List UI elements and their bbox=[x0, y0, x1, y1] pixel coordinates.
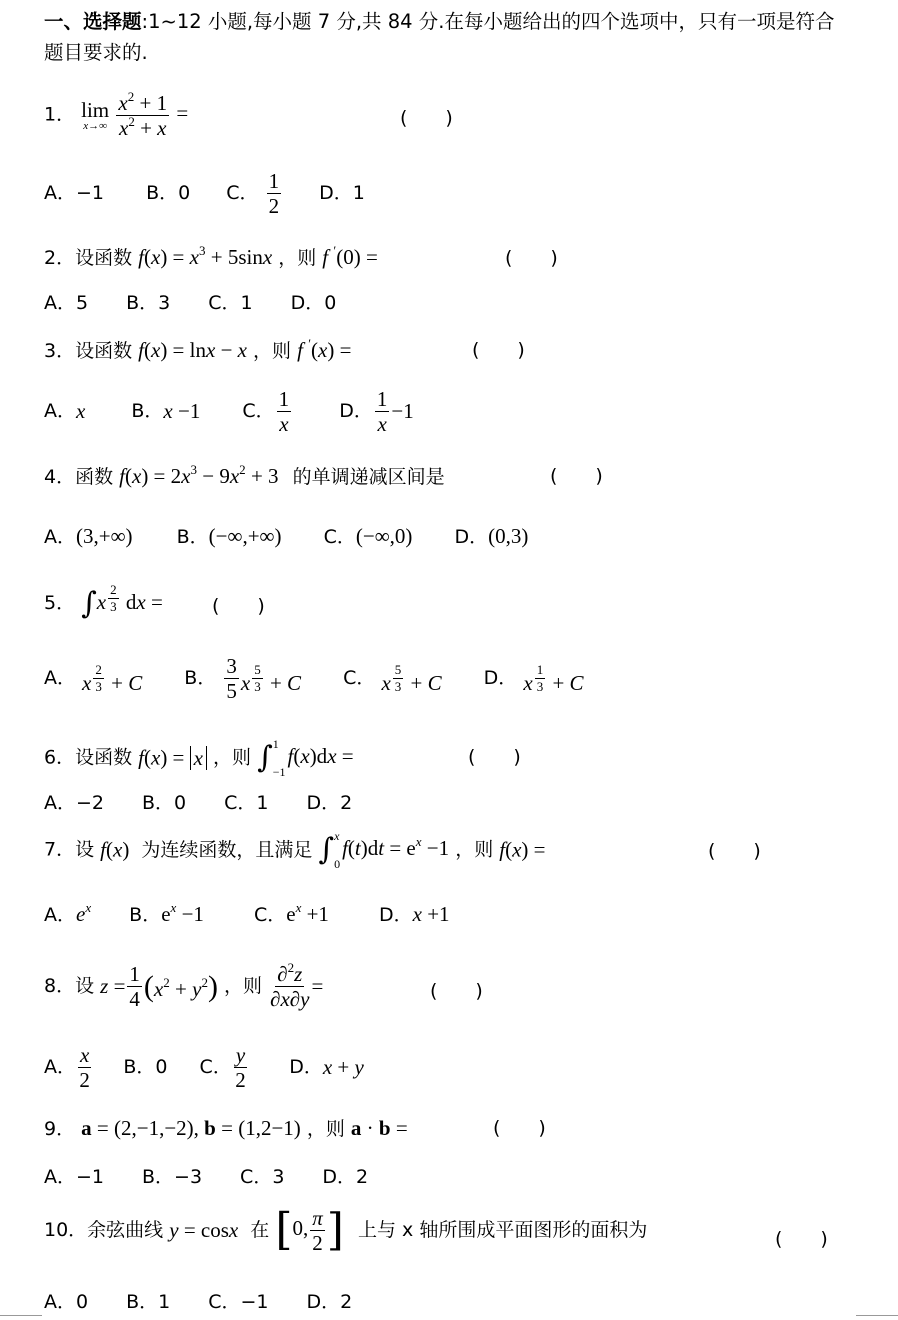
q1-number: 1． bbox=[44, 103, 76, 126]
q10-options: A．0 B．1 C．−1 D．2 bbox=[44, 1291, 353, 1313]
question-8: 8．设 z = $\frac{1}{4}$ $(x^2 + y^2)$ ，则 $\frac{\partial^2z}{\partial x\partial y}$ = bbox=[44, 959, 324, 1012]
q8-answer-bracket: ( ) bbox=[430, 980, 483, 1002]
question-7: 7．设 f(x) 为连续函数，且满足 ∫ x 0 $f(t)dt = e^x -1$ ，则 f(x) = bbox=[44, 829, 546, 871]
q5-answer-bracket: ( ) bbox=[212, 595, 265, 617]
question-2: 2．设函数 $f(x) = x^3 + 5\sin x$ ，则 f ′(0) = bbox=[44, 242, 378, 269]
q10-answer-bracket: ( ) bbox=[775, 1228, 828, 1250]
q9-formula: a = (2,−1,−2), b = (1,2−1) bbox=[81, 1116, 301, 1140]
question-3: 3．设函数 f(x) = lnx − x ，则 f ′(x) = bbox=[44, 335, 352, 362]
q8-options: A． $\frac{x}{2}$ B．0 C． $\frac{y}{2}$ D．x + y bbox=[44, 1043, 364, 1093]
q9-options: A．−1 B．−3 C．3 D．2 bbox=[44, 1166, 369, 1188]
q3-options: A．x B．x −1 C． $\frac{1}{x}$ D． $\frac{1}{x}$ −1 bbox=[44, 387, 414, 437]
q6-options: A．−2 B．0 C．1 D．2 bbox=[44, 792, 353, 814]
q4-options: A．(3,+∞) B．(−∞,+∞) C．(−∞,0) D．(0,3) bbox=[44, 524, 529, 548]
q6-answer-bracket: ( ) bbox=[468, 746, 521, 768]
q10-formula: y = cosx bbox=[169, 1218, 239, 1243]
question-6: 6．设函数 f(x) = x ，则 ∫ 1 −1 f(x)dx = bbox=[44, 737, 354, 779]
q1-options: A．−1 B．0 C． $\frac{1}{2}$ D．1 bbox=[44, 169, 365, 219]
section-header bbox=[44, 12, 834, 32]
q9-answer-bracket: ( ) bbox=[493, 1117, 546, 1139]
q6-formula: f(x) = x bbox=[138, 746, 207, 770]
q3-answer-bracket: ( ) bbox=[472, 339, 525, 361]
q2-answer-bracket: ( ) bbox=[505, 247, 558, 269]
q7-answer-bracket: ( ) bbox=[708, 840, 761, 862]
question-9: 9． a = (2,−1,−2), b = (1,2−1) ，则 a · b = bbox=[44, 1116, 408, 1140]
section-instructions: :1~12 小题,每小题 7 分,共 84 分.在每小题给出的四个选项中，只有一项是符合 bbox=[141, 10, 835, 33]
question-5: 5． ∫x $^{\frac{2}{3}}$ dx = bbox=[44, 582, 163, 622]
q7-options: A．$e^x$ B．$e^x -1$ C．$e^x +1$ D．x +1 bbox=[44, 899, 450, 926]
question-10: 10．余弦曲线 y = cosx 在 [0, $\frac{\pi}{2}$ ] 上与 x 轴所围成平面图形的面积为 bbox=[44, 1204, 648, 1256]
page-corner-mark-right bbox=[856, 1315, 898, 1320]
q2-options: A．5 B．3 C．1 D．0 bbox=[44, 292, 337, 314]
page-corner-mark-left bbox=[0, 1315, 42, 1320]
q4-formula: $f(x) = 2x^3 - 9x^2 + 3$ bbox=[119, 461, 279, 488]
q1-formula: lim x→∞ $\frac{x^2 + 1}{x^2 + x}$ = bbox=[81, 88, 189, 141]
q1-answer-bracket: ( ) bbox=[400, 107, 453, 129]
q3-formula: f(x) = lnx − x bbox=[138, 338, 247, 362]
question-1 bbox=[44, 88, 189, 141]
question-4: 4．函数 $f(x) = 2x^3 - 9x^2 + 3$ 的单调递减区间是 bbox=[44, 461, 445, 488]
section-title: 一、选择题 bbox=[44, 10, 142, 33]
q4-answer-bracket: ( ) bbox=[550, 465, 603, 487]
q8-formula: z = bbox=[100, 974, 126, 999]
section-instructions-line2: 题目要求的. bbox=[44, 41, 148, 64]
q5-options: A． x $^{\frac{2}{3}}$ + C B． $\frac{3}{5}$ x $^{\frac{5}{3}}$ + C C． x $^{\frac{5}{3}}$ + C D． x $^{\frac{1}{3}}$ + C bbox=[44, 654, 584, 704]
q2-formula: $f(x) = x^3 + 5\sin x$ bbox=[138, 242, 273, 269]
q5-formula: ∫x $^{\frac{2}{3}}$ dx = bbox=[81, 582, 163, 622]
q7-formula: ∫ x 0 $f(t)dt = e^x -1$ bbox=[318, 829, 450, 871]
